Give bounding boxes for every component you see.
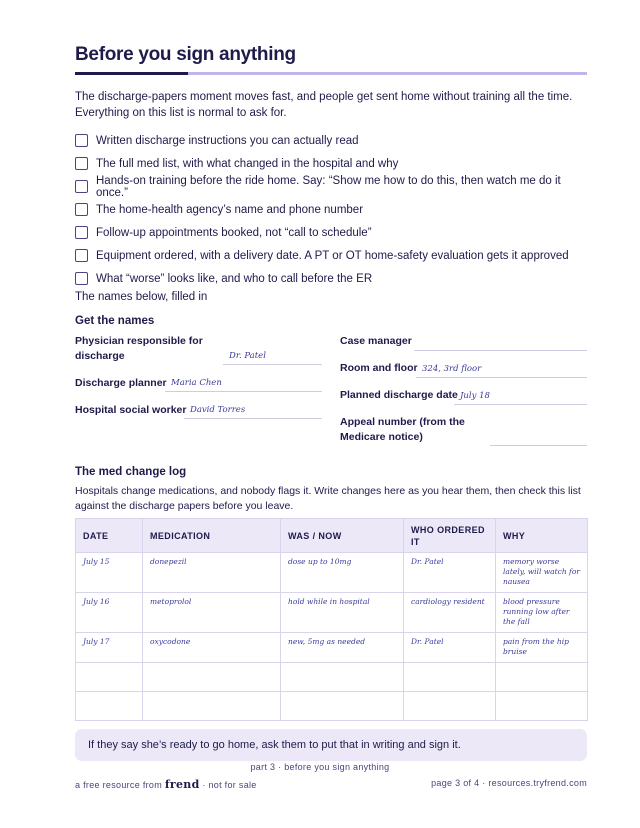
table-cell[interactable]: [76, 692, 143, 721]
table-cell[interactable]: donepezil: [143, 553, 281, 593]
room-line: [416, 377, 587, 378]
physician-value[interactable]: Dr. Patel: [229, 351, 266, 361]
social-worker-value[interactable]: David Torres: [190, 405, 246, 415]
checklist: [75, 129, 595, 290]
checklist-item-label: Hands-on training before the ride home. Say: “Show me how to do this, then watch me do it once.”: [96, 174, 561, 199]
checklist-item: [75, 175, 595, 198]
checklist-item-label: The home-health agency’s name and phone number: [96, 203, 364, 216]
checkbox[interactable]: [75, 226, 88, 239]
checklist-item-label: What “worse” looks like, and who to call before the ER: [96, 272, 373, 285]
column-header: DATE: [76, 519, 143, 553]
table-cell[interactable]: oxycodone: [143, 633, 281, 663]
checkbox[interactable]: [75, 157, 88, 170]
checklist-item-label: Written discharge instructions you can actually read: [96, 134, 359, 147]
checkbox[interactable]: [75, 249, 88, 262]
names-note: The names below, filled in: [75, 291, 208, 303]
table-cell[interactable]: blood pressure running low after the fall: [496, 593, 588, 633]
column-header: WHY: [496, 519, 588, 553]
column-header: WAS / NOW: [281, 519, 404, 553]
table-cell[interactable]: July 15: [76, 553, 143, 593]
table-cell[interactable]: pain from the hip bruise: [496, 633, 588, 663]
footer-suffix: · not for sale: [202, 780, 257, 790]
checkbox[interactable]: [75, 203, 88, 216]
table-cell[interactable]: Dr. Patel: [404, 633, 496, 663]
page-title: Before you sign anything: [75, 44, 296, 65]
table-cell[interactable]: [496, 663, 588, 692]
footer-right[interactable]: page 3 of 4 · resources.tryfrend.com: [431, 778, 587, 788]
checkbox[interactable]: [75, 272, 88, 285]
med-log-intro: Hospitals change medications, and nobody flags it. Write changes here as you hear them, then check this list against the discharge papers before you leave.: [75, 485, 581, 512]
callout-text: If they say she’s ready to go home, ask them to put that in writing and sign it.: [88, 739, 461, 751]
part-label: part 3 · before you sign anything: [250, 762, 390, 772]
intro-text: The discharge-papers moment moves fast, and people get sent home without training all the time. Everything on this list is normal to ask for.: [75, 91, 573, 119]
checklist-item-label: Follow-up appointments booked, not “call to schedule”: [96, 226, 372, 239]
appeal-label: Appeal number (from the Medicare notice): [340, 416, 465, 443]
checklist-item: [75, 244, 595, 267]
table-cell[interactable]: Dr. Patel: [404, 553, 496, 593]
table-row: [76, 663, 588, 692]
table-cell[interactable]: [76, 663, 143, 692]
table-cell[interactable]: cardiology resident: [404, 593, 496, 633]
planner-line: [165, 391, 322, 392]
table-cell[interactable]: dose up to 10mg: [281, 553, 404, 593]
table-cell[interactable]: [143, 692, 281, 721]
checklist-item: [75, 198, 595, 221]
table-row: [76, 593, 588, 633]
table-cell[interactable]: July 16: [76, 593, 143, 633]
table-cell[interactable]: metoprolol: [143, 593, 281, 633]
social-worker-label: Hospital social worker: [75, 404, 187, 416]
checklist-item: [75, 221, 595, 244]
table-cell[interactable]: hold while in hospital: [281, 593, 404, 633]
room-value[interactable]: 324, 3rd floor: [422, 364, 482, 374]
table-cell[interactable]: [143, 663, 281, 692]
table-cell[interactable]: [281, 663, 404, 692]
planner-value[interactable]: Maria Chen: [171, 378, 222, 388]
checklist-item: [75, 129, 595, 152]
checklist-item: [75, 152, 595, 175]
table-cell[interactable]: [496, 692, 588, 721]
callout-box: [75, 729, 587, 761]
title-rule-accent: [75, 72, 188, 75]
table-cell[interactable]: new, 5mg as needed: [281, 633, 404, 663]
column-header: MEDICATION: [143, 519, 281, 553]
names-heading: Get the names: [75, 315, 155, 327]
case-manager-label: Case manager: [340, 335, 412, 347]
checklist-item-label: The full med list, with what changed in the hospital and why: [96, 157, 399, 170]
checklist-item-label: Equipment ordered, with a delivery date. A PT or OT home-safety evaluation gets it approved: [96, 249, 569, 262]
room-label: Room and floor: [340, 362, 418, 374]
med-log-heading: The med change log: [75, 466, 187, 478]
social-worker-line: [184, 418, 322, 419]
table-row: [76, 692, 588, 721]
table-cell[interactable]: July 17: [76, 633, 143, 663]
checkbox[interactable]: [75, 180, 88, 193]
appeal-line: [490, 445, 587, 446]
table-cell[interactable]: [281, 692, 404, 721]
table-row: [76, 633, 588, 663]
footer-left: [75, 778, 257, 791]
brand-logo: frend: [164, 778, 200, 791]
discharge-date-line: [454, 404, 587, 405]
discharge-date-label: Planned discharge date: [340, 389, 458, 401]
planner-label: Discharge planner: [75, 377, 167, 389]
physician-line: [223, 364, 322, 365]
table-cell[interactable]: [404, 692, 496, 721]
case-manager-line: [414, 350, 587, 351]
checklist-item: [75, 267, 595, 290]
checkbox[interactable]: [75, 134, 88, 147]
physician-label: Physician responsible for discharge: [75, 335, 203, 362]
table-cell[interactable]: [404, 663, 496, 692]
footer-prefix: a free resource from: [75, 780, 163, 790]
discharge-date-value[interactable]: July 18: [460, 391, 490, 401]
table-row: [76, 553, 588, 593]
table-header-row: [76, 519, 588, 553]
med-change-table: [75, 518, 588, 721]
table-cell[interactable]: memory worse lately, will watch for nausea: [496, 553, 588, 593]
column-header: WHO ORDERED IT: [404, 519, 496, 553]
